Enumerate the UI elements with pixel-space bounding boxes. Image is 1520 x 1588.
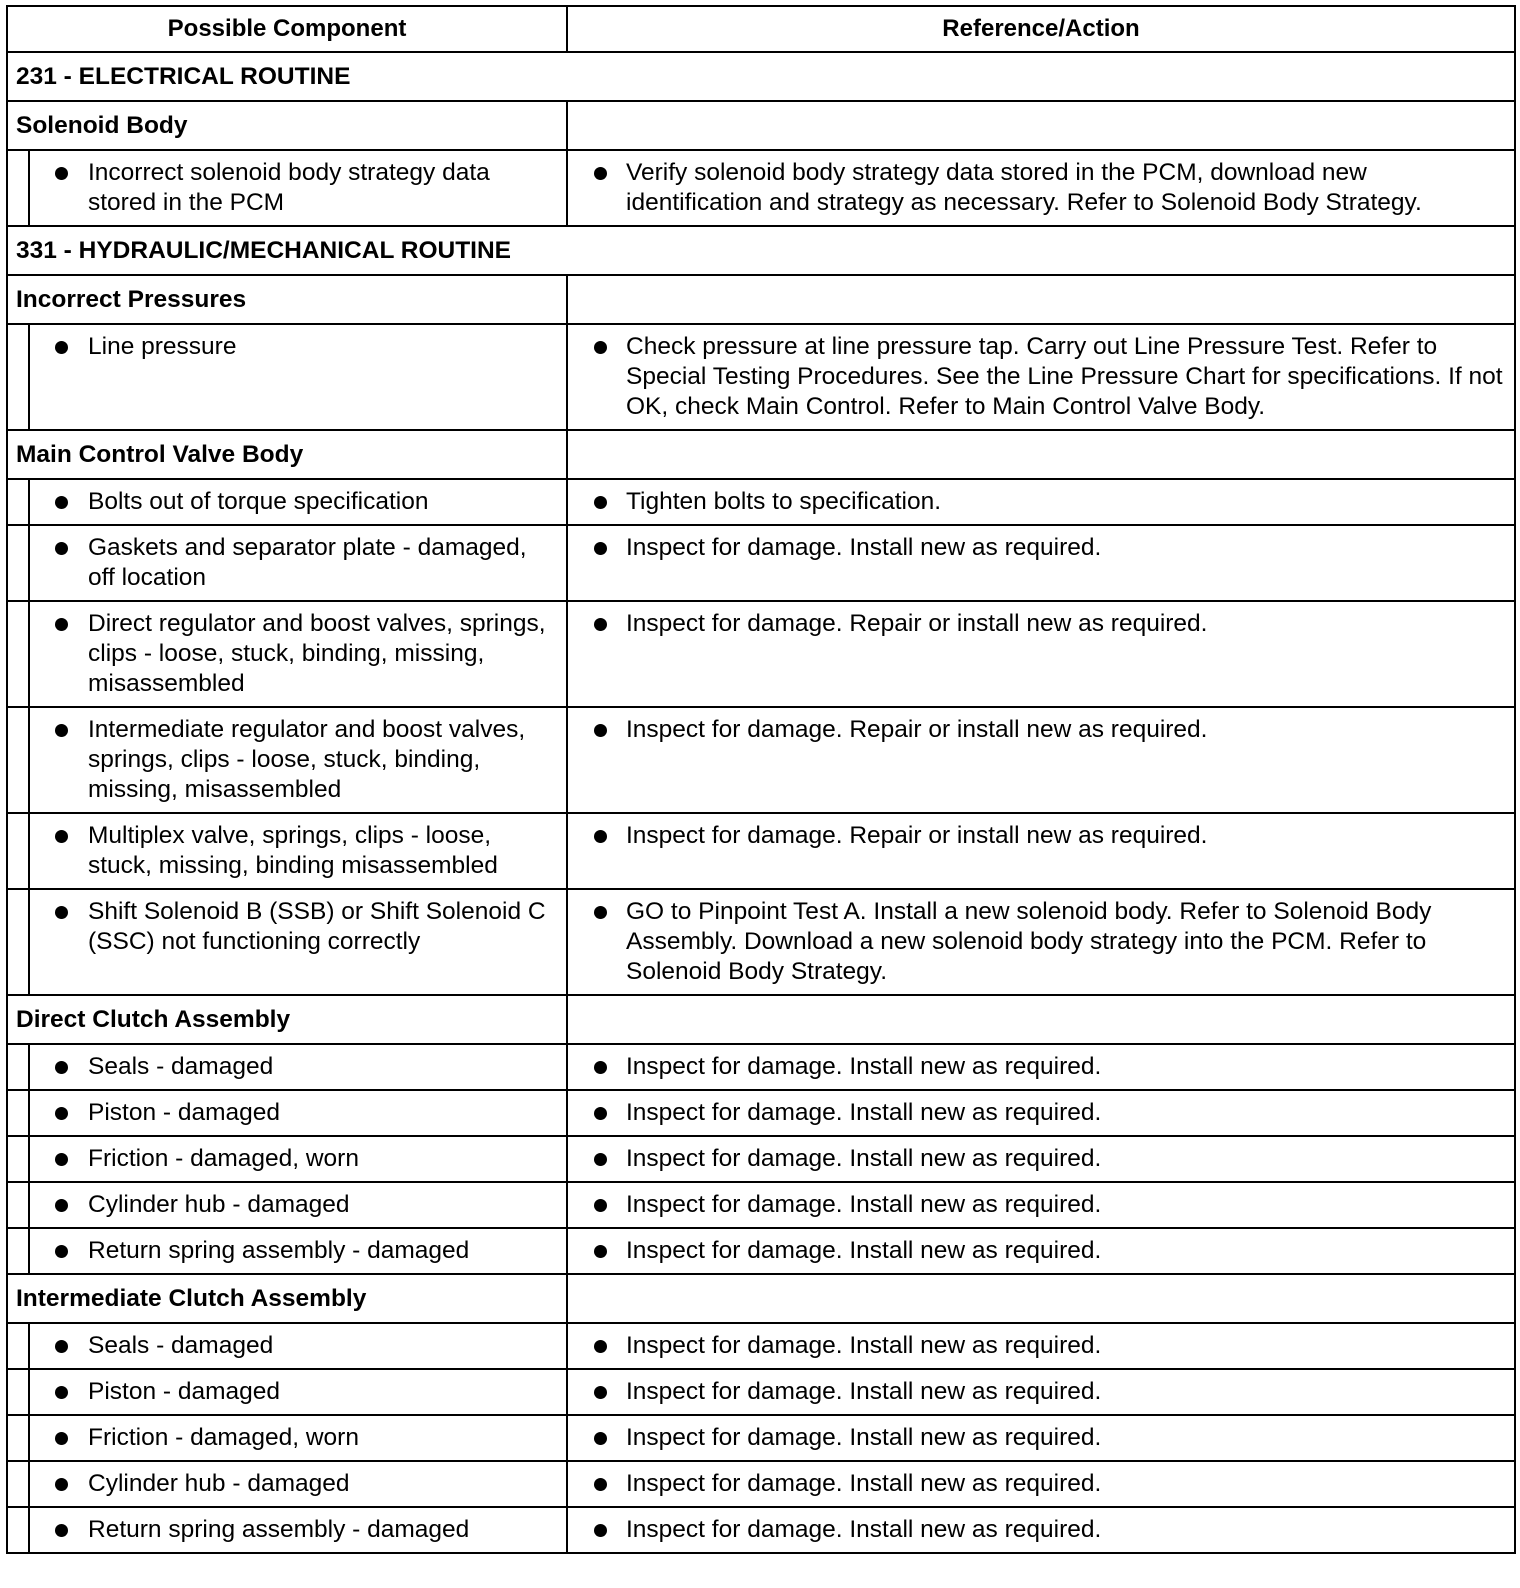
- action-text: Inspect for damage. Install new as required.: [626, 1145, 1102, 1172]
- bullet-icon: [55, 167, 68, 180]
- action-text: Inspect for damage. Install new as required.: [626, 1424, 1102, 1451]
- component-cell: [29, 889, 567, 995]
- bullet-icon: [55, 1478, 68, 1491]
- action-text: Inspect for damage. Repair or install new as required.: [626, 822, 1208, 849]
- indent-gutter: [7, 889, 29, 995]
- table-row: [7, 1369, 1515, 1415]
- component-text: Seals - damaged: [88, 1053, 274, 1080]
- component-cell: [29, 1415, 567, 1461]
- bullet-icon: [55, 1107, 68, 1120]
- indent-gutter: [7, 1090, 29, 1136]
- component-cell: [29, 1044, 567, 1090]
- bullet-icon: [594, 1524, 607, 1537]
- empty-cell: [567, 1274, 1515, 1323]
- action-text: GO to Pinpoint Test A. Install a new solenoid body. Refer to Solenoid Body Assembly. Download a new solenoid body strategy into the PCM. Refer to Solenoid Body Strategy.: [626, 898, 1432, 985]
- bullet-icon: [55, 1061, 68, 1074]
- action-text: Inspect for damage. Install new as required.: [626, 1378, 1102, 1405]
- component-text: Seals - damaged: [88, 1332, 274, 1359]
- indent-gutter: [7, 479, 29, 525]
- action-text: Inspect for damage. Install new as required.: [626, 1332, 1102, 1359]
- table-row: [7, 1228, 1515, 1274]
- component-cell: [29, 479, 567, 525]
- component-cell: [29, 324, 567, 430]
- action-cell: [567, 1090, 1515, 1136]
- table-row: [7, 1507, 1515, 1553]
- empty-cell: [567, 430, 1515, 479]
- component-text: Shift Solenoid B (SSB) or Shift Solenoid C (SSC) not functioning correctly: [88, 898, 546, 955]
- component-text: Cylinder hub - damaged: [88, 1470, 350, 1497]
- action-text: Check pressure at line pressure tap. Carry out Line Pressure Test. Refer to Special Testing Procedures. See the Line Pressure Chart for specifications. If not OK, check Main Control. Refer to Main Control Valve Body.: [626, 333, 1503, 420]
- component-cell: [29, 1182, 567, 1228]
- action-cell: [567, 1461, 1515, 1507]
- action-cell: [567, 324, 1515, 430]
- bullet-icon: [594, 167, 607, 180]
- bullet-icon: [55, 542, 68, 555]
- indent-gutter: [7, 1136, 29, 1182]
- action-cell: [567, 525, 1515, 601]
- component-text: Line pressure: [88, 333, 237, 360]
- bullet-icon: [594, 1386, 607, 1399]
- component-group-title: Intermediate Clutch Assembly: [7, 1274, 567, 1323]
- action-text: Inspect for damage. Install new as required.: [626, 1099, 1102, 1126]
- indent-gutter: [7, 1507, 29, 1553]
- table-row: [7, 707, 1515, 813]
- action-text: Tighten bolts to specification.: [626, 488, 942, 515]
- table-row: [7, 1136, 1515, 1182]
- component-text: Cylinder hub - damaged: [88, 1191, 350, 1218]
- bullet-icon: [55, 1199, 68, 1212]
- component-cell: [29, 1136, 567, 1182]
- action-cell: [567, 1415, 1515, 1461]
- component-text: Piston - damaged: [88, 1099, 281, 1126]
- bullet-icon: [594, 906, 607, 919]
- empty-cell: [567, 275, 1515, 324]
- component-cell: [29, 813, 567, 889]
- component-text: Multiplex valve, springs, clips - loose, stuck, missing, binding misassembled: [88, 822, 498, 879]
- empty-cell: [567, 995, 1515, 1044]
- bullet-icon: [55, 618, 68, 631]
- action-text: Inspect for damage. Install new as required.: [626, 1191, 1102, 1218]
- component-text: Incorrect solenoid body strategy data stored in the PCM: [88, 159, 490, 216]
- bullet-icon: [55, 1340, 68, 1353]
- action-cell: [567, 1507, 1515, 1553]
- header-possible-component: Possible Component: [7, 6, 567, 52]
- bullet-icon: [594, 1153, 607, 1166]
- bullet-icon: [594, 1340, 607, 1353]
- component-cell: [29, 1323, 567, 1369]
- action-text: Inspect for damage. Install new as required.: [626, 1470, 1102, 1497]
- table-header-row: [7, 6, 1515, 52]
- action-cell: [567, 150, 1515, 226]
- component-cell: [29, 1461, 567, 1507]
- component-text: Return spring assembly - damaged: [88, 1516, 470, 1543]
- component-group-title: Solenoid Body: [7, 101, 567, 150]
- bullet-icon: [594, 341, 607, 354]
- subheading-row: [7, 275, 1515, 324]
- table-row: [7, 324, 1515, 430]
- section-row: [7, 52, 1515, 101]
- component-cell: [29, 1507, 567, 1553]
- table-row: [7, 479, 1515, 525]
- indent-gutter: [7, 1044, 29, 1090]
- bullet-icon: [55, 830, 68, 843]
- bullet-icon: [55, 1524, 68, 1537]
- component-text: Bolts out of torque specification: [88, 488, 429, 515]
- bullet-icon: [55, 906, 68, 919]
- component-group-title: Main Control Valve Body: [7, 430, 567, 479]
- action-text: Inspect for damage. Install new as required.: [626, 534, 1102, 561]
- action-cell: [567, 1044, 1515, 1090]
- table-body: [7, 52, 1515, 1553]
- component-cell: [29, 707, 567, 813]
- indent-gutter: [7, 707, 29, 813]
- indent-gutter: [7, 525, 29, 601]
- indent-gutter: [7, 813, 29, 889]
- indent-gutter: [7, 1461, 29, 1507]
- table-row: [7, 1415, 1515, 1461]
- action-text: Verify solenoid body strategy data stored in the PCM, download new identification and strategy as necessary. Refer to Solenoid Body Strategy.: [626, 159, 1422, 216]
- bullet-icon: [55, 1386, 68, 1399]
- action-cell: [567, 479, 1515, 525]
- bullet-icon: [594, 1432, 607, 1445]
- bullet-icon: [594, 1478, 607, 1491]
- bullet-icon: [594, 618, 607, 631]
- indent-gutter: [7, 1182, 29, 1228]
- bullet-icon: [594, 542, 607, 555]
- action-cell: [567, 813, 1515, 889]
- action-text: Inspect for damage. Repair or install new as required.: [626, 716, 1208, 743]
- component-cell: [29, 1369, 567, 1415]
- subheading-row: [7, 430, 1515, 479]
- component-text: Friction - damaged, worn: [88, 1424, 359, 1451]
- component-cell: [29, 150, 567, 226]
- diagnosis-table: [6, 5, 1516, 1554]
- indent-gutter: [7, 1415, 29, 1461]
- bullet-icon: [594, 724, 607, 737]
- bullet-icon: [55, 1432, 68, 1445]
- table-row: [7, 889, 1515, 995]
- component-group-title: Direct Clutch Assembly: [7, 995, 567, 1044]
- indent-gutter: [7, 324, 29, 430]
- table-row: [7, 813, 1515, 889]
- action-text: Inspect for damage. Install new as required.: [626, 1053, 1102, 1080]
- bullet-icon: [55, 1245, 68, 1258]
- component-text: Direct regulator and boost valves, springs, clips - loose, stuck, binding, missing, misassembled: [88, 610, 546, 697]
- action-text: Inspect for damage. Install new as required.: [626, 1237, 1102, 1264]
- indent-gutter: [7, 601, 29, 707]
- section-title: 331 - HYDRAULIC/MECHANICAL ROUTINE: [7, 226, 1515, 275]
- action-cell: [567, 889, 1515, 995]
- bullet-icon: [594, 496, 607, 509]
- component-text: Intermediate regulator and boost valves, springs, clips - loose, stuck, binding, missing, misassembled: [88, 716, 526, 803]
- table-row: [7, 601, 1515, 707]
- component-text: Piston - damaged: [88, 1378, 281, 1405]
- subheading-row: [7, 101, 1515, 150]
- bullet-icon: [594, 1245, 607, 1258]
- action-cell: [567, 707, 1515, 813]
- action-cell: [567, 1228, 1515, 1274]
- subheading-row: [7, 995, 1515, 1044]
- component-cell: [29, 601, 567, 707]
- bullet-icon: [594, 1199, 607, 1212]
- bullet-icon: [594, 830, 607, 843]
- action-text: Inspect for damage. Install new as required.: [626, 1516, 1102, 1543]
- section-row: [7, 226, 1515, 275]
- section-title: 231 - ELECTRICAL ROUTINE: [7, 52, 1515, 101]
- component-cell: [29, 1090, 567, 1136]
- indent-gutter: [7, 1323, 29, 1369]
- empty-cell: [567, 101, 1515, 150]
- bullet-icon: [55, 1153, 68, 1166]
- table-row: [7, 1461, 1515, 1507]
- component-group-title: Incorrect Pressures: [7, 275, 567, 324]
- bullet-icon: [55, 496, 68, 509]
- header-reference-action: Reference/Action: [567, 6, 1515, 52]
- bullet-icon: [594, 1107, 607, 1120]
- action-cell: [567, 1323, 1515, 1369]
- indent-gutter: [7, 150, 29, 226]
- table-row: [7, 525, 1515, 601]
- component-cell: [29, 525, 567, 601]
- table-row: [7, 150, 1515, 226]
- bullet-icon: [55, 341, 68, 354]
- table-row: [7, 1090, 1515, 1136]
- subheading-row: [7, 1274, 1515, 1323]
- table-row: [7, 1044, 1515, 1090]
- component-cell: [29, 1228, 567, 1274]
- component-text: Return spring assembly - damaged: [88, 1237, 470, 1264]
- indent-gutter: [7, 1369, 29, 1415]
- action-cell: [567, 601, 1515, 707]
- component-text: Friction - damaged, worn: [88, 1145, 359, 1172]
- component-text: Gaskets and separator plate - damaged, off location: [88, 534, 527, 591]
- table-row: [7, 1323, 1515, 1369]
- bullet-icon: [55, 724, 68, 737]
- bullet-icon: [594, 1061, 607, 1074]
- action-text: Inspect for damage. Repair or install new as required.: [626, 610, 1208, 637]
- table-row: [7, 1182, 1515, 1228]
- action-cell: [567, 1182, 1515, 1228]
- action-cell: [567, 1369, 1515, 1415]
- action-cell: [567, 1136, 1515, 1182]
- indent-gutter: [7, 1228, 29, 1274]
